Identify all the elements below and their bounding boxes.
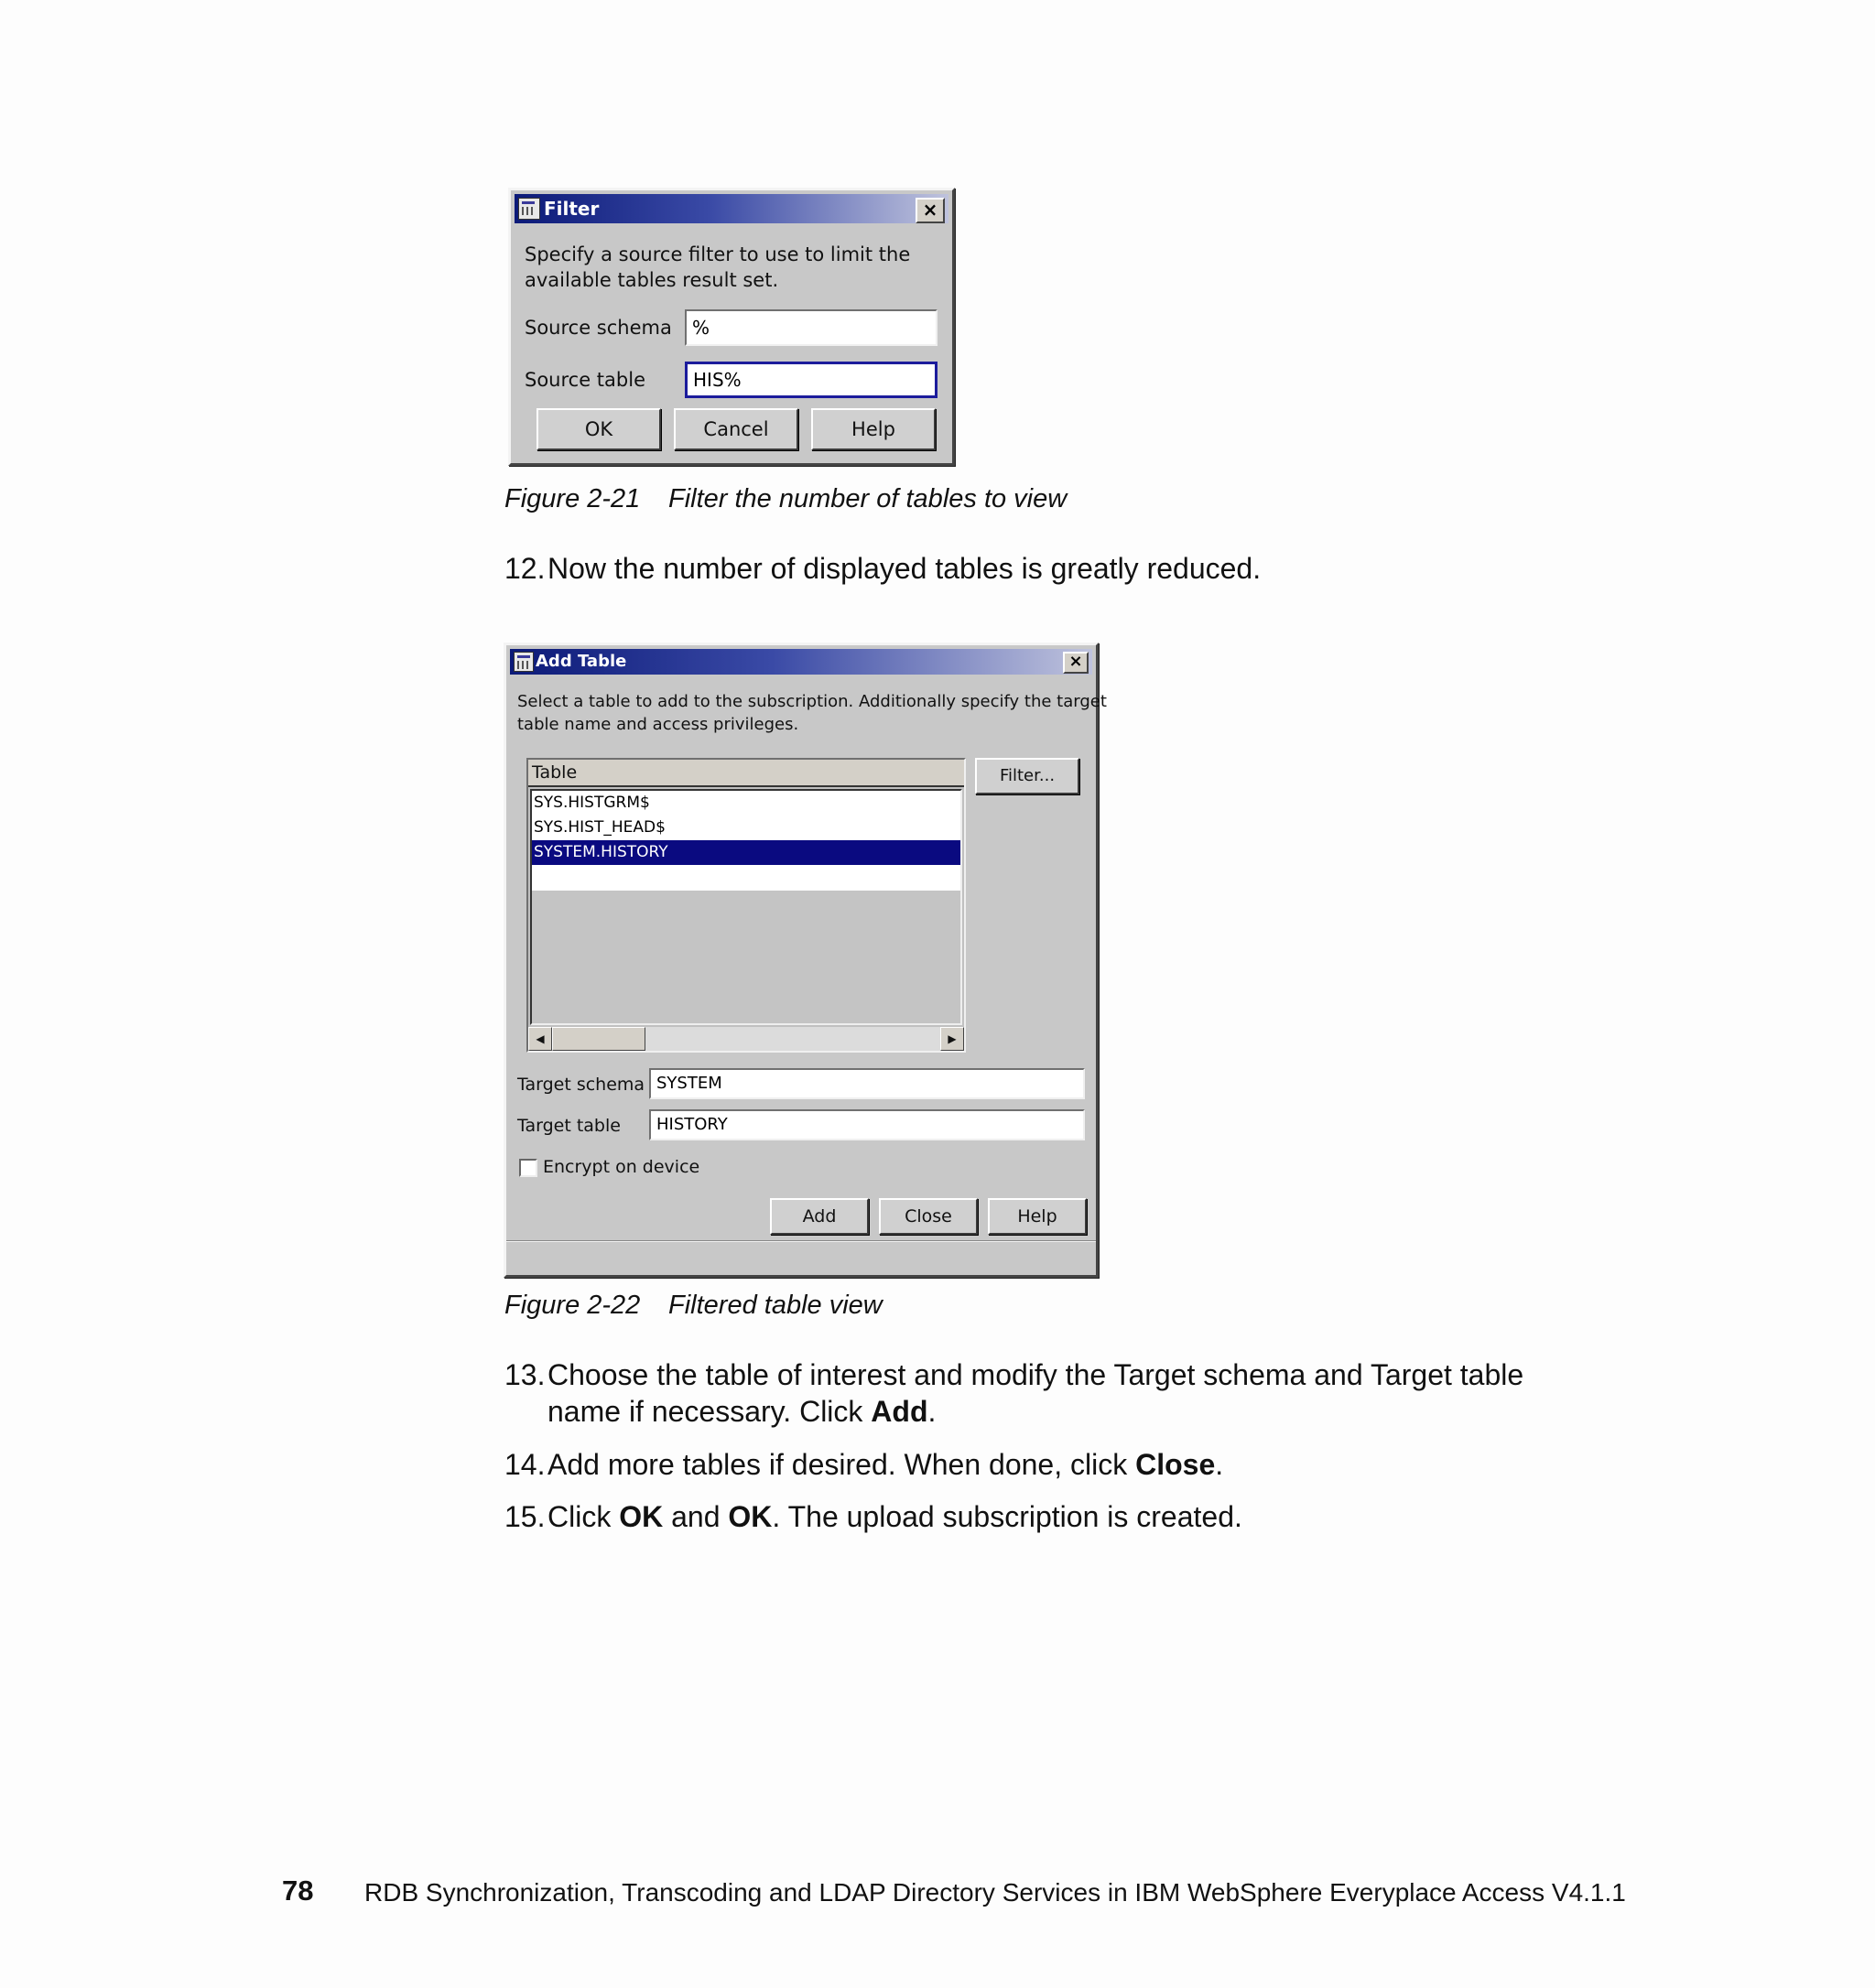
page-number: 78 [282,1875,314,1907]
table-list-body[interactable] [530,789,962,1025]
step-15 [504,1498,1594,1535]
source-schema-input[interactable]: % [685,309,938,346]
figure-title: Filter the number of tables to view [668,484,1068,513]
step-text: and [663,1500,729,1533]
step-number: 13. [504,1358,546,1391]
encrypt-label[interactable]: Encrypt on device [543,1157,700,1177]
step-text-period: . [1215,1448,1224,1481]
horizontal-scrollbar[interactable] [528,1027,964,1051]
step-number: 14. [504,1448,546,1481]
add-table-dialog-titlebar[interactable] [510,649,1092,675]
filter-description-line2: available tables result set. [525,269,779,291]
ok-emphasis: OK [728,1500,773,1533]
step-13 [504,1356,1594,1430]
add-table-description-line2: table name and access privileges. [517,715,799,734]
step-text-period: . [927,1395,937,1428]
step-text-line1: Choose the table of interest and modify the Target schema and Target table [547,1358,1524,1391]
source-table-label: Source table [525,369,645,391]
table-list[interactable] [526,758,966,1053]
scroll-right-icon[interactable]: ▶ [940,1027,964,1051]
close-icon[interactable]: × [1063,652,1089,674]
figure-number: Figure 2-21 [504,484,641,513]
source-schema-label: Source schema [525,317,672,339]
add-table-description-line1: Select a table to add to the subscription. Additionally specify the target [517,692,1107,711]
target-schema-label: Target schema [517,1075,645,1095]
close-icon[interactable]: × [916,198,945,223]
step-text: Click [547,1500,620,1533]
add-table-dialog-title: Add Table [536,652,627,671]
status-divider [506,1240,1096,1242]
figure-2-22-caption [504,1291,883,1321]
cancel-button[interactable]: Cancel [674,408,798,450]
table-row[interactable]: SYS.HISTGRM$ [532,791,960,816]
ok-emphasis: OK [619,1500,664,1533]
add-table-dialog [504,643,1107,1278]
table-row-selected[interactable]: SYSTEM.HISTORY [532,840,960,865]
book-title: RDB Synchronization, Transcoding and LDAP Directory Services in IBM WebSphere Everyplace Access V4.1.1 [364,1878,1626,1907]
step-14 [504,1446,1594,1483]
app-window-icon [518,198,540,220]
step-text: Now the number of displayed tables is greatly reduced. [547,552,1262,585]
filter-dialog [508,188,955,466]
scrollbar-thumb[interactable] [552,1027,645,1051]
step-text: Add more tables if desired. When done, click [547,1448,1136,1481]
help-button[interactable]: Help [811,408,936,450]
add-emphasis: Add [871,1395,928,1428]
ok-button[interactable]: OK [536,408,661,450]
source-table-input[interactable]: HIS% [685,362,938,398]
close-button[interactable]: Close [879,1198,978,1235]
figure-2-21-caption [504,484,1067,514]
figure-title: Filtered table view [668,1291,883,1320]
target-schema-input[interactable]: SYSTEM [649,1068,1085,1099]
app-window-icon [514,652,534,672]
filter-dialog-title: Filter [544,198,600,220]
table-column-header[interactable]: Table [528,760,964,787]
step-number: 15. [504,1500,546,1533]
help-button[interactable]: Help [988,1198,1087,1235]
filter-description-line1: Specify a source filter to use to limit the [525,243,911,265]
filter-dialog-titlebar[interactable] [515,194,948,223]
step-text: . The upload subscription is created. [772,1500,1242,1533]
scroll-left-icon[interactable]: ◀ [528,1027,552,1051]
step-number: 12. [504,552,546,585]
step-text-line2: name if necessary. Click [547,1395,872,1428]
target-table-label: Target table [517,1116,621,1136]
step-12 [504,550,1594,587]
filter-button[interactable]: Filter... [975,758,1079,794]
close-emphasis: Close [1135,1448,1216,1481]
figure-number: Figure 2-22 [504,1291,641,1320]
add-button[interactable]: Add [770,1198,869,1235]
table-row[interactable]: SYS.HIST_HEAD$ [532,816,960,840]
target-table-input[interactable]: HISTORY [649,1109,1085,1140]
table-row-empty [532,865,960,891]
encrypt-checkbox[interactable] [519,1159,537,1177]
